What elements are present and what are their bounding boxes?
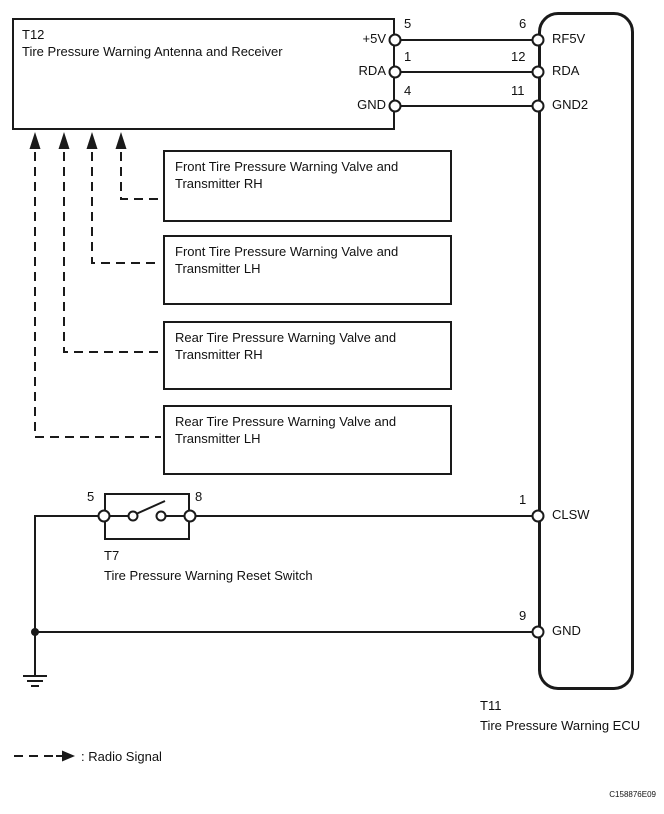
transmitter-front-lh-label: Front Tire Pressure Warning Valve and Transmitter LH <box>175 244 399 276</box>
switch-id: T7 <box>104 548 120 563</box>
radio-arrow-3 <box>87 132 98 149</box>
switch-name: Tire Pressure Warning Reset Switch <box>104 568 313 583</box>
transmitter-box-front-rh <box>163 150 452 222</box>
pin-num-switch-8: 8 <box>195 489 203 504</box>
transmitter-box-rear-lh <box>163 405 452 475</box>
radio-signal-line-front-lh <box>92 152 161 263</box>
pin-num-ecu-rda: 12 <box>511 49 526 64</box>
transmitter-rear-lh-label: Rear Tire Pressure Warning Valve and Transmitter LH <box>175 414 397 446</box>
radio-signal-line-rear-rh <box>64 152 161 352</box>
ecu-pin-label-gnd: GND <box>552 623 581 638</box>
radio-signal-line-rear-lh <box>35 152 161 437</box>
radio-signal-line-front-rh <box>121 152 161 199</box>
ecu-box <box>538 12 634 690</box>
ecu-pin-label-rda: RDA <box>552 63 580 78</box>
reset-switch-box <box>104 493 190 540</box>
transmitter-box-front-lh <box>163 235 452 305</box>
pin-num-ecu-clsw: 1 <box>519 492 527 507</box>
ecu-id: T11 <box>480 698 502 713</box>
radio-arrow-4 <box>116 132 127 149</box>
receiver-title <box>14 20 393 60</box>
receiver-pin-label-rda: RDA <box>358 63 386 78</box>
receiver-pin-label-5v: +5V <box>362 31 386 46</box>
ecu-pin-label-gnd2: GND2 <box>552 97 589 112</box>
transmitter-rear-rh-label: Rear Tire Pressure Warning Valve and Transmitter RH <box>175 330 397 362</box>
pin-num-ecu-gnd: 9 <box>519 608 527 623</box>
receiver-id: T12 <box>22 27 45 42</box>
transmitter-box-rear-rh <box>163 321 452 390</box>
ecu-name: Tire Pressure Warning ECU <box>480 718 641 733</box>
pin-num-receiver-5v: 5 <box>404 16 412 31</box>
pin-num-ecu-gnd2: 11 <box>511 83 525 98</box>
legend-label: : Radio Signal <box>81 749 162 764</box>
radio-arrow-1 <box>30 132 41 149</box>
legend-arrow <box>14 751 75 762</box>
radio-arrow-2 <box>59 132 70 149</box>
receiver-name: Tire Pressure Warning Antenna and Receiver <box>22 44 283 59</box>
figure-code: C158876E09 <box>609 790 656 799</box>
junction-dot <box>31 628 39 636</box>
ecu-pin-label-clsw: CLSW <box>552 507 590 522</box>
ecu-pin-label-rf5v: RF5V <box>552 31 586 46</box>
pin-num-receiver-gnd: 4 <box>404 83 412 98</box>
receiver-box <box>12 18 395 130</box>
pin-num-receiver-rda: 1 <box>404 49 412 64</box>
receiver-pin-label-gnd: GND <box>357 97 386 112</box>
pin-num-switch-5: 5 <box>87 489 95 504</box>
pin-num-ecu-rf5v: 6 <box>519 16 527 31</box>
transmitter-front-rh-label: Front Tire Pressure Warning Valve and Transmitter RH <box>175 159 399 191</box>
